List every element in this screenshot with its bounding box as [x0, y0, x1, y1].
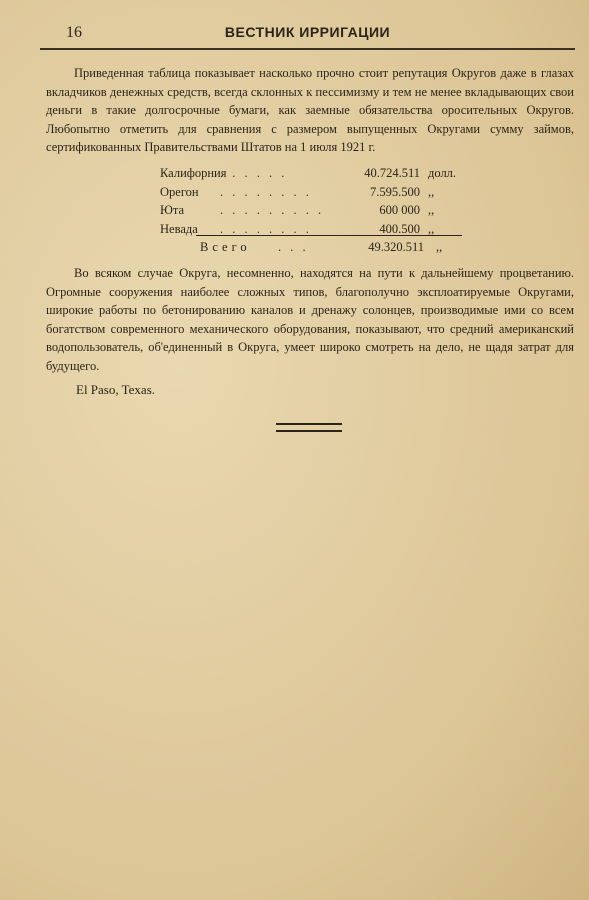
journal-title: ВЕСТНИК ИРРИГАЦИИ: [224, 24, 391, 40]
page-number: 16: [66, 24, 82, 41]
total-amount: 49.320.511: [368, 240, 424, 254]
currency-unit: ,,: [436, 240, 443, 254]
currency-unit: ,,: [428, 221, 435, 236]
end-ornament: [276, 423, 342, 432]
paragraph-conclusion: Во всяком случае Округа, несомненно, находятся на пути к дальнейшему процветанию. Огромные сооружения наиболее сложных типов, благополучно эксплоатируемые Округами, широкие работы по бетонированию каналов и дренажу солонцев, производимые ими со всем богатством современного механического оборудования, показывают, что средний американский водопользователь, об'единенный в Округа, умеет широко смотреть на дело, не щадя затрат для будущего.: [46, 266, 574, 373]
loan-amount: 40.724.511: [364, 166, 420, 180]
state-name: Калифорния: [160, 166, 227, 180]
state-name: Юта: [160, 203, 185, 217]
currency-unit: ,,: [428, 203, 435, 217]
page-header: [40, 22, 575, 50]
leader-dots: . . . . . . . .: [220, 221, 312, 236]
leader-dots: . . . . . . . .: [220, 184, 312, 199]
author-location: El Paso, Texas.: [76, 382, 156, 397]
leader-dots: . . .: [278, 240, 309, 254]
leader-dots: . . . . . .: [220, 166, 288, 180]
table-row: [160, 166, 460, 185]
total-rule: [196, 235, 462, 236]
loan-amount: 400.500: [379, 221, 420, 236]
loan-amount: 600 000: [379, 203, 420, 217]
table-row: [160, 203, 460, 222]
state-name: Орегон: [160, 184, 199, 199]
table-row: [160, 222, 460, 241]
table-row: [160, 185, 460, 204]
paragraph-intro: Приведенная таблица показывает насколько прочно стоит репутация Округов даже в глазах вкладчиков денежных средств, всегда склонных к пессимизму и тем не менее вкладывающих свои деньги в такие долгосрочные бумаги, как заемные обязательства оросительных Округов. Любопытно отметить для сравнения с размером выпущенных Округами сумму займов, сертификованных Правительствами Штатов на 1 июля 1921 г.: [46, 66, 574, 155]
state-name: Невада: [160, 221, 198, 236]
loans-table: [160, 166, 460, 240]
table-total-row: [200, 240, 462, 258]
currency-unit: ,,: [428, 184, 435, 199]
loan-amount: 7.595.500: [370, 184, 420, 199]
currency-unit: долл.: [428, 166, 457, 180]
leader-dots: . . . . . . . . .: [220, 203, 325, 217]
total-label: Всего: [200, 240, 251, 254]
